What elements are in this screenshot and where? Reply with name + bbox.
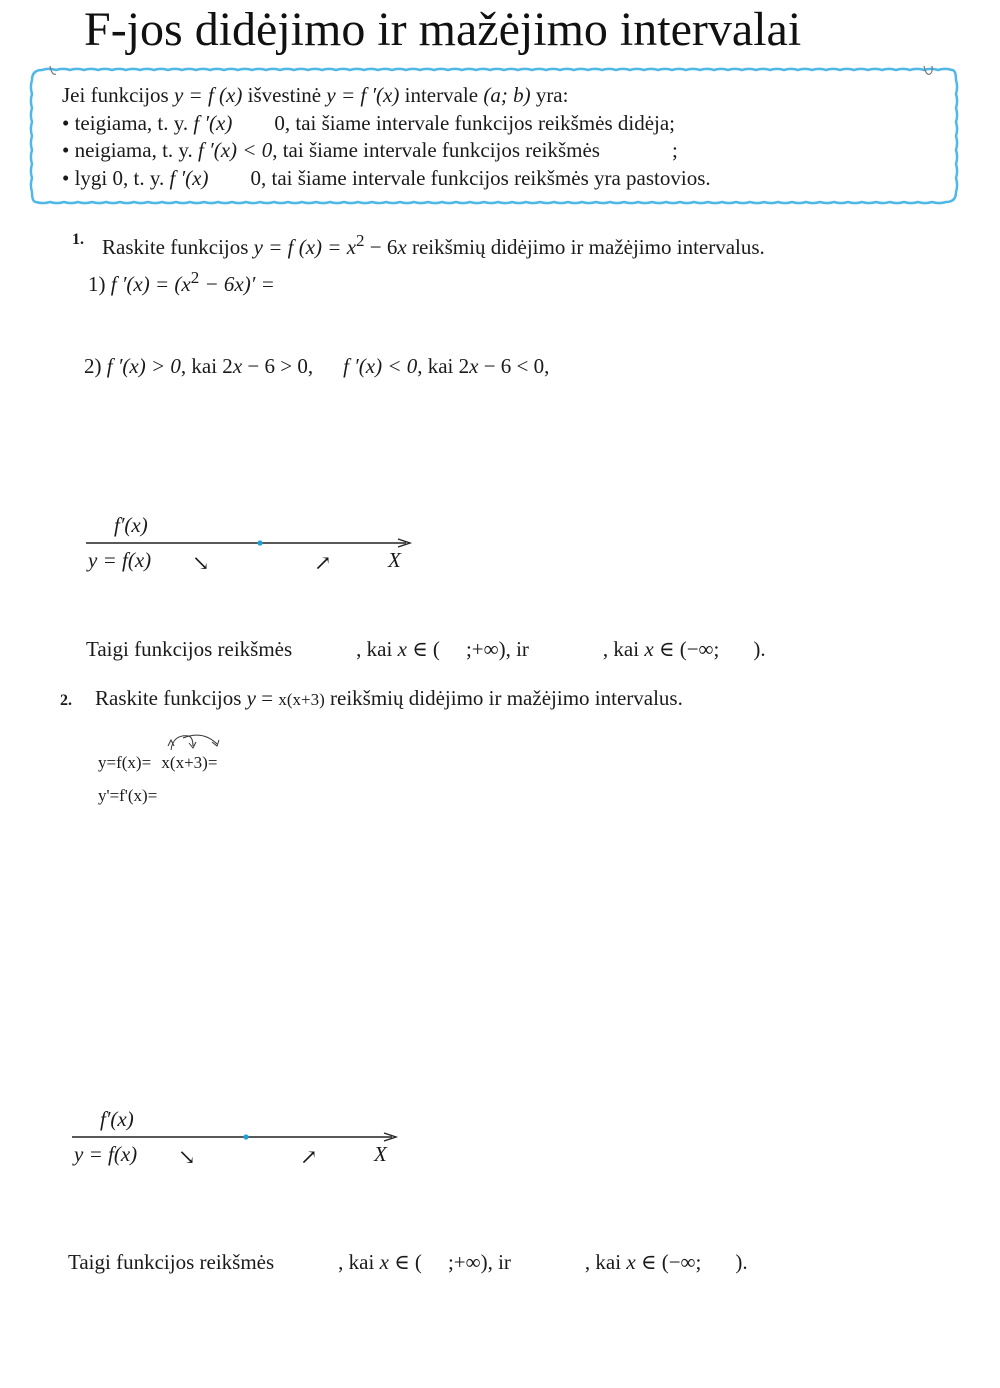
task2-line1: y=f(x)= x(x+3)= [98, 753, 218, 772]
critical-point [243, 1134, 248, 1139]
task2-derivative-answer[interactable] [172, 786, 472, 808]
page-title: F-jos didėjimo ir mažėjimo intervalai [84, 3, 802, 56]
decreasing-arrow-icon: ↘ [192, 551, 210, 575]
task1-step2: 2) f ′(x) > 0, kai 2x − 6 > 0, f ′(x) < 0, kai 2x − 6 < 0, [84, 354, 550, 378]
task1-number: 1. [72, 231, 84, 248]
task1-axis-top-label: f′(x) [114, 513, 148, 537]
task1-conclusion: Taigi funkcijos reikšmės , kai x ∈ ( ;+∞), ir , kai x ∈ (−∞; ). [86, 637, 766, 661]
word-blank-negative[interactable] [600, 140, 672, 163]
task2-axis-top-label: f′(x) [100, 1107, 134, 1131]
increasing-arrow-icon: ↗ [300, 1145, 318, 1169]
task1-blank-trend1[interactable] [292, 639, 356, 662]
task1-statement: Raskite funkcijos y = f $(x) = x^2 - 6x$ reikšmių didėjimo ir mažėjimo intervalus. [102, 231, 765, 259]
sign-blank-zero[interactable] [209, 168, 251, 191]
task2-conclusion: Taigi funkcijos reikšmės , kai x ∈ ( ;+∞), ir , kai x ∈ (−∞; ). [68, 1250, 748, 1274]
sign-blank-positive[interactable] [232, 113, 274, 136]
task2-blank-point1[interactable] [422, 1252, 448, 1275]
task2-blank-point2[interactable] [701, 1252, 735, 1275]
task2-statement: Raskite funkcijos y = x(x+3) reikšmių didėjimo ir mažėjimo intervalus. [95, 686, 683, 710]
task1-blank-point1[interactable] [440, 639, 466, 662]
task1-derivative-answer[interactable] [336, 266, 636, 292]
task2-blank-trend2[interactable] [511, 1252, 585, 1275]
rule-bullet-positive: • teigiama, t. y. f ′(x) 0, tai šiame intervale funkcijos reikšmės didėja; [62, 111, 676, 135]
critical-point [257, 540, 262, 545]
task1-axis-letter: X [388, 548, 401, 572]
rule-bullet-negative: • neigiama, t. y. f ′(x) < 0, tai šiame intervale funkcijos reikšmės ; [62, 138, 678, 162]
task2-axis-letter: X [374, 1142, 387, 1166]
decreasing-arrow-icon: ↘ [178, 1145, 196, 1169]
task2-line2: y'=f'(x)= [98, 786, 158, 805]
increasing-arrow-icon: ↗ [314, 551, 332, 575]
task1-axis-bottom-label: y = f(x) [88, 548, 152, 572]
rule-bullet-zero: • lygi 0, t. y. f ′(x) 0, tai šiame intervale funkcijos reikšmės yra pastovios. [62, 166, 711, 190]
task1-blank-trend2[interactable] [529, 639, 603, 662]
task1-blank-point2[interactable] [719, 639, 753, 662]
task1-step1: 1) f $'(x) = (x^2 - 6x)'$ = [88, 268, 275, 296]
task2-axis-bottom-label: y = f(x) [74, 1142, 138, 1166]
rule-intro: Jei funkcijos y = f (x) išvestinė y = f ′(x) intervale (a; b) yra: [62, 83, 569, 107]
task2-number: 2. [60, 692, 72, 709]
task2-blank-trend1[interactable] [274, 1252, 338, 1275]
